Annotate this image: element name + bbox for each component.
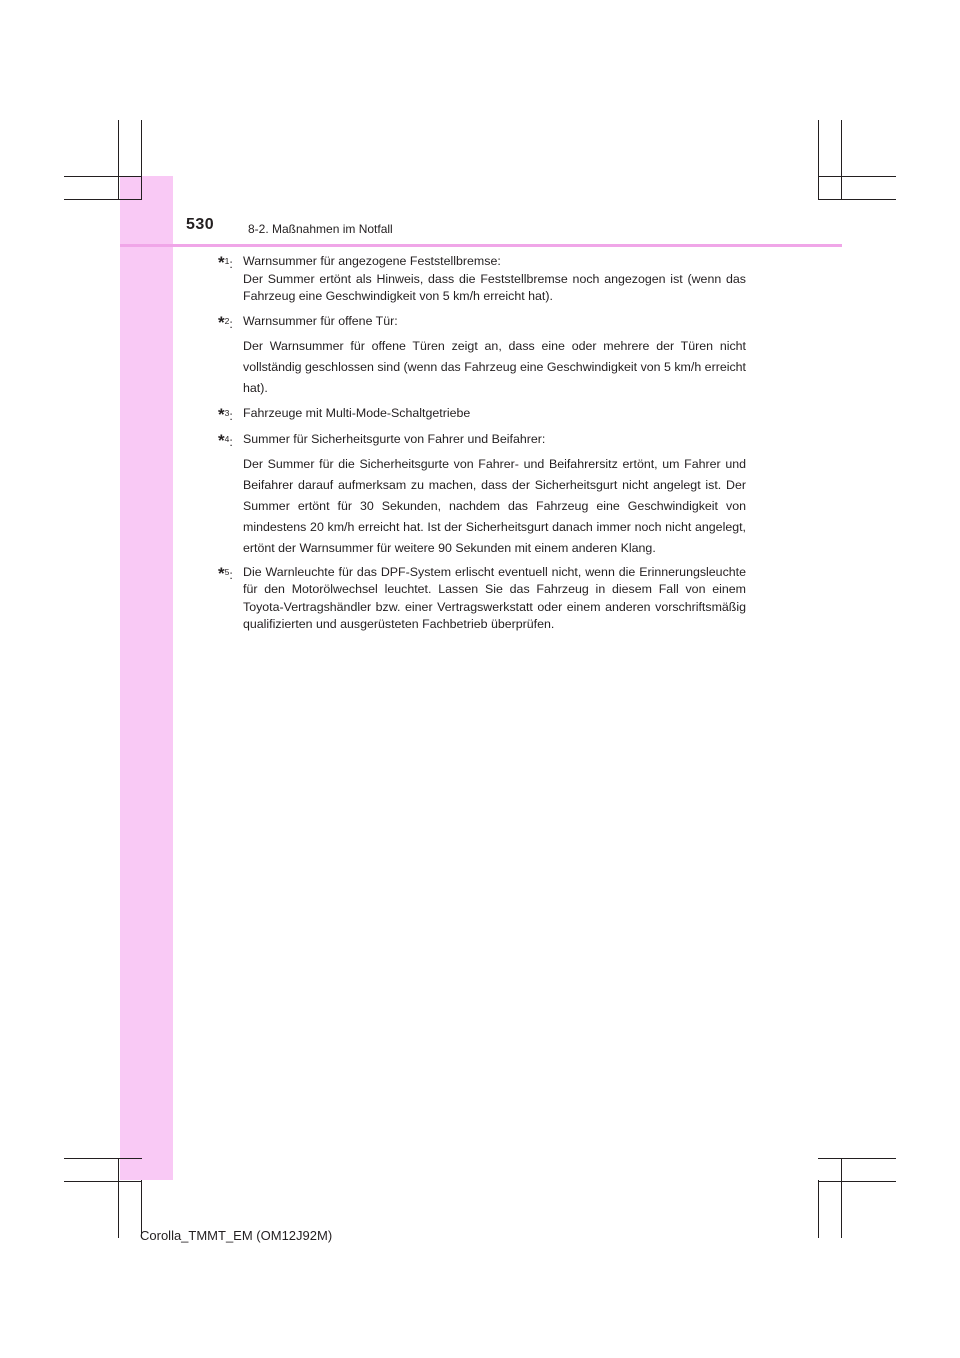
footnote — [218, 564, 746, 634]
crop-mark — [818, 1180, 819, 1238]
footnote-title: Warnsummer für angezogene Feststellbremse: — [243, 254, 501, 268]
crop-mark — [118, 1158, 119, 1238]
header-rule — [120, 244, 842, 247]
footnote-body: Die Warnleuchte für das DPF-System erlischt eventuell nicht, wenn die Erinnerungsleuchte für den Motorölwechsel leuchtet. Lassen Sie das Fahrzeug in diesem Fall von einem Toyota-Vertragshändler bzw. einer Vertragswerkstatt oder einem anderen vorschriftsmäßig qualifizierten und ausgerüsteten Fachbetrieb überprüfen. — [243, 564, 746, 631]
margin-bar — [120, 176, 173, 1180]
footnote-number: 2 — [224, 315, 230, 326]
footnote-number: 4 — [224, 433, 230, 444]
footnote — [218, 403, 746, 424]
footnote-marker: *$^5$: — [218, 563, 233, 583]
crop-mark — [64, 1158, 142, 1159]
footnote-list — [218, 253, 746, 639]
footnote-marker: *$^4$: — [218, 430, 233, 450]
footnote — [218, 253, 746, 306]
section-title: 8-2. Maßnahmen im Notfall — [248, 222, 393, 236]
crop-mark — [64, 1181, 142, 1182]
footnote-marker: *$^3$: — [218, 404, 233, 424]
page-number: 530 — [186, 216, 215, 233]
footnote-body: Der Warnsummer für offene Türen zeigt an, dass eine oder mehrere der Türen nicht vollständig geschlossen sind (wenn das Fahrzeug eine Geschwindigkeit von 5 km/h erreicht hat). — [243, 338, 746, 395]
footnote-marker: *$^2$: — [218, 312, 233, 332]
asterisk-icon: * — [218, 563, 225, 583]
crop-mark — [818, 199, 896, 200]
footnote — [218, 311, 746, 399]
crop-mark — [841, 1158, 842, 1238]
footnote — [218, 429, 746, 559]
footnote-body: Der Summer ertönt als Hinweis, dass die Feststellbremse noch angezogen ist (wenn das Fahrzeug eine Geschwindigkeit von 5 km/h erreicht hat). — [243, 271, 746, 303]
footnote-number: 3 — [224, 407, 230, 418]
crop-mark — [818, 1181, 896, 1182]
crop-mark — [64, 176, 142, 177]
footnote-title: Warnsummer für offene Tür: — [243, 313, 398, 328]
asterisk-icon: * — [218, 404, 225, 424]
footnote-number: 5 — [224, 566, 230, 577]
asterisk-icon: * — [218, 312, 225, 332]
crop-mark — [818, 1158, 896, 1159]
asterisk-icon: * — [218, 430, 225, 450]
footnote-title: Fahrzeuge mit Multi-Mode-Schaltgetriebe — [243, 405, 471, 420]
crop-mark — [118, 120, 119, 200]
footnote-title: Summer für Sicherheitsgurte von Fahrer und Beifahrer: — [243, 431, 546, 446]
asterisk-icon: * — [218, 253, 225, 272]
crop-mark — [818, 176, 896, 177]
footnote-number: 1 — [224, 256, 230, 266]
footnote-body: Der Summer für die Sicherheitsgurte von Fahrer- und Beifahrersitz ertönt, um Fahrer und Beifahrer darauf aufmerksam zu machen, dass der Sicherheitsgurt nicht angelegt ist. Der Summer ertönt für 30 Sekunden, nachdem das Fahrzeug eine Geschwindigkeit von mindestens 20 km/h erreicht hat. Ist der Sicherheitsgurt danach immer noch nicht angelegt, ertönt der Warnsummer für weitere 90 Sekunden mit einem anderen Klang. — [243, 456, 746, 555]
document-id: Corolla_TMMT_EM (OM12J92M) — [140, 1228, 333, 1243]
crop-mark — [141, 120, 142, 200]
footnote-marker: *$^1$: — [218, 253, 233, 272]
crop-mark — [64, 199, 142, 200]
crop-mark — [818, 120, 819, 200]
crop-mark — [841, 120, 842, 200]
